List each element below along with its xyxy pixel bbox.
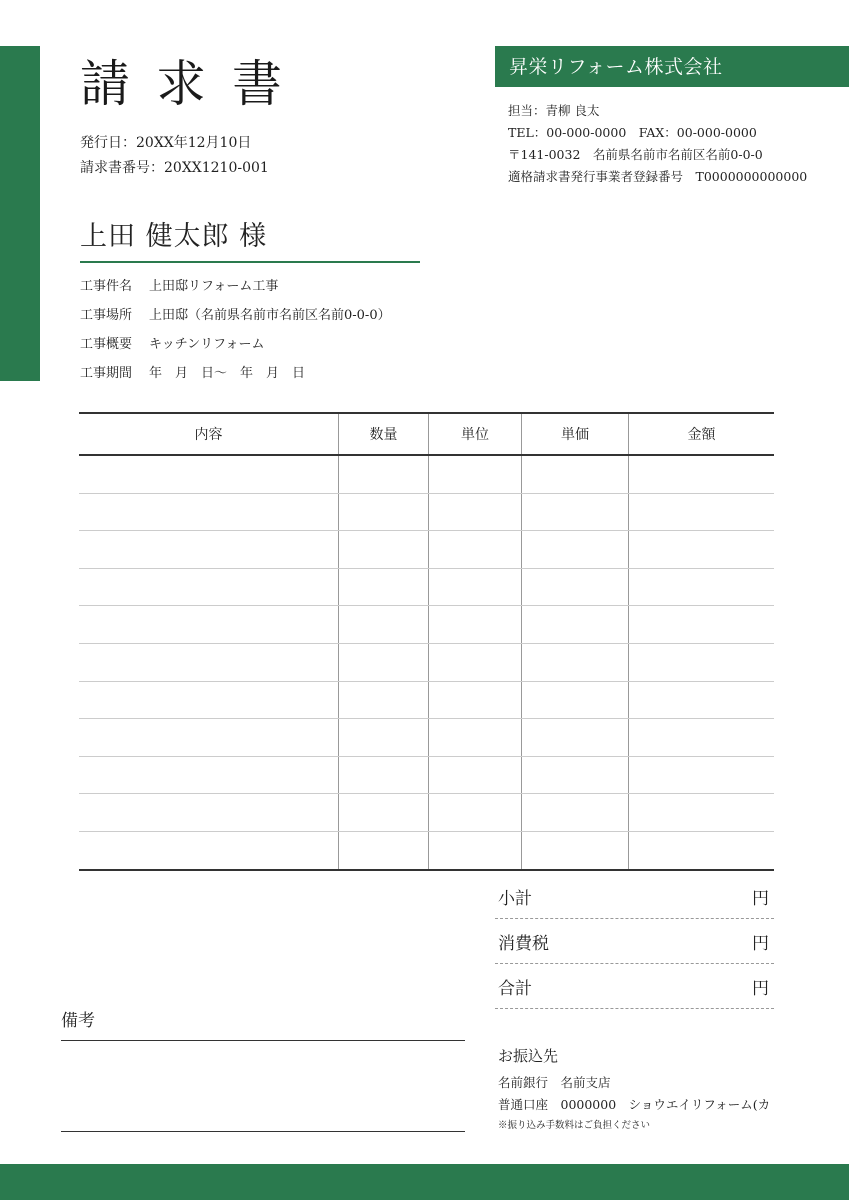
contact-person: 担当：青柳 良太 [508,103,600,118]
project-row-location [80,301,391,330]
total-unit: 円 [752,979,769,999]
table-cell [339,606,429,644]
table-cell [522,493,629,531]
table-cell [629,794,775,832]
table-cell [339,719,429,757]
table-cell [79,531,339,569]
subtotal-label: 小計 [498,889,532,909]
recipient-name: 上田 健太郎 様 [80,221,268,252]
project-value: 上田邸（名前県名前市名前区名前0-0-0） [149,308,391,323]
table-cell [522,568,629,606]
table-row [79,681,774,719]
totals-block [495,874,774,1009]
table-cell [429,568,522,606]
table-row [79,831,774,869]
tax-label: 消費税 [498,934,549,954]
project-label: 工事概要 [80,337,133,352]
table-cell [339,643,429,681]
table-cell [429,831,522,869]
tax-row [495,919,774,964]
table-cell [429,606,522,644]
table-header-row [79,413,774,455]
header-quantity: 数量 [339,413,429,455]
project-value: キッチンリフォーム [149,337,265,352]
table-cell [629,719,775,757]
table-cell [79,719,339,757]
table-row [79,531,774,569]
issue-date: 発行日：20XX年12月10日 [80,135,252,151]
subtotal-unit: 円 [752,889,769,909]
project-value: 年 月 日〜 年 月 日 [149,366,306,381]
total-label: 合計 [498,979,532,999]
line-items-table [79,412,774,871]
project-value: 上田邸リフォーム工事 [149,279,279,294]
table-row [79,719,774,757]
table-cell [522,831,629,869]
table-cell [522,794,629,832]
table-cell [629,643,775,681]
table-cell [79,794,339,832]
table-cell [79,756,339,794]
invoice-number: 請求書番号：20XX1210-001 [80,160,269,176]
bank-details [498,1072,776,1116]
table-row [79,643,774,681]
table-row [79,493,774,531]
tel-fax: TEL：00-000-0000 FAX：00-000-0000 [508,125,757,140]
left-accent-bar [0,46,40,381]
table-cell [429,643,522,681]
bank-account: 普通口座 0000000 ショウエイリフォーム(カ [498,1097,771,1112]
table-cell [339,681,429,719]
table-cell [522,756,629,794]
project-label: 工事件名 [80,279,133,294]
project-info [80,272,391,388]
project-row-name [80,272,391,301]
table-row [79,756,774,794]
table-cell [429,681,522,719]
remarks-label: 備考 [61,1011,95,1031]
table-cell [429,719,522,757]
table-cell [629,756,775,794]
table-cell [339,756,429,794]
table-cell [522,681,629,719]
total-row [495,964,774,1009]
table-cell [522,531,629,569]
bottom-accent-bar [0,1164,849,1200]
table-row [79,606,774,644]
remarks-bottom-line [61,1131,465,1132]
table-cell [629,531,775,569]
table-cell [522,455,629,493]
table-body [79,455,774,870]
table-cell [339,568,429,606]
project-row-summary [80,330,391,359]
table-cell [629,493,775,531]
bank-title: お振込先 [498,1047,559,1065]
table-cell [339,831,429,869]
table-cell [629,568,775,606]
table-cell [522,606,629,644]
table-row [79,455,774,493]
table-cell [429,794,522,832]
bank-fee-note: ※振り込み手数料はご負担ください [498,1120,651,1131]
company-contact [508,100,807,188]
header-unit: 単位 [429,413,522,455]
header-unit-price: 単価 [522,413,629,455]
header-amount: 金額 [629,413,775,455]
remarks-top-line [61,1040,465,1041]
table-row [79,794,774,832]
table-cell [79,493,339,531]
table-cell [339,455,429,493]
table-cell [339,493,429,531]
company-name: 昇栄リフォーム株式会社 [509,56,723,78]
subtotal-row [495,874,774,919]
header-description: 内容 [79,413,339,455]
document-title: 請求書 [80,55,308,113]
table-cell [429,756,522,794]
table-cell [339,531,429,569]
table-cell [79,606,339,644]
table-cell [629,455,775,493]
table-cell [79,831,339,869]
project-label: 工事場所 [80,308,133,323]
project-row-period [80,359,391,388]
registration-number: 適格請求書発行事業者登録番号 T0000000000000 [508,169,808,184]
table-cell [629,681,775,719]
table-row [79,568,774,606]
table-cell [522,719,629,757]
table-cell [339,794,429,832]
company-address: 〒141-0032 名前県名前市名前区名前0-0-0 [508,147,763,162]
table-cell [79,681,339,719]
table-cell [429,531,522,569]
recipient-underline [80,261,420,263]
table-cell [429,493,522,531]
bank-name: 名前銀行 名前支店 [498,1075,611,1090]
tax-unit: 円 [752,934,769,954]
table-cell [79,643,339,681]
table-cell [629,606,775,644]
table-cell [429,455,522,493]
table-cell [629,831,775,869]
table-cell [79,455,339,493]
table-cell [522,643,629,681]
table-cell [79,568,339,606]
project-label: 工事期間 [80,366,133,381]
